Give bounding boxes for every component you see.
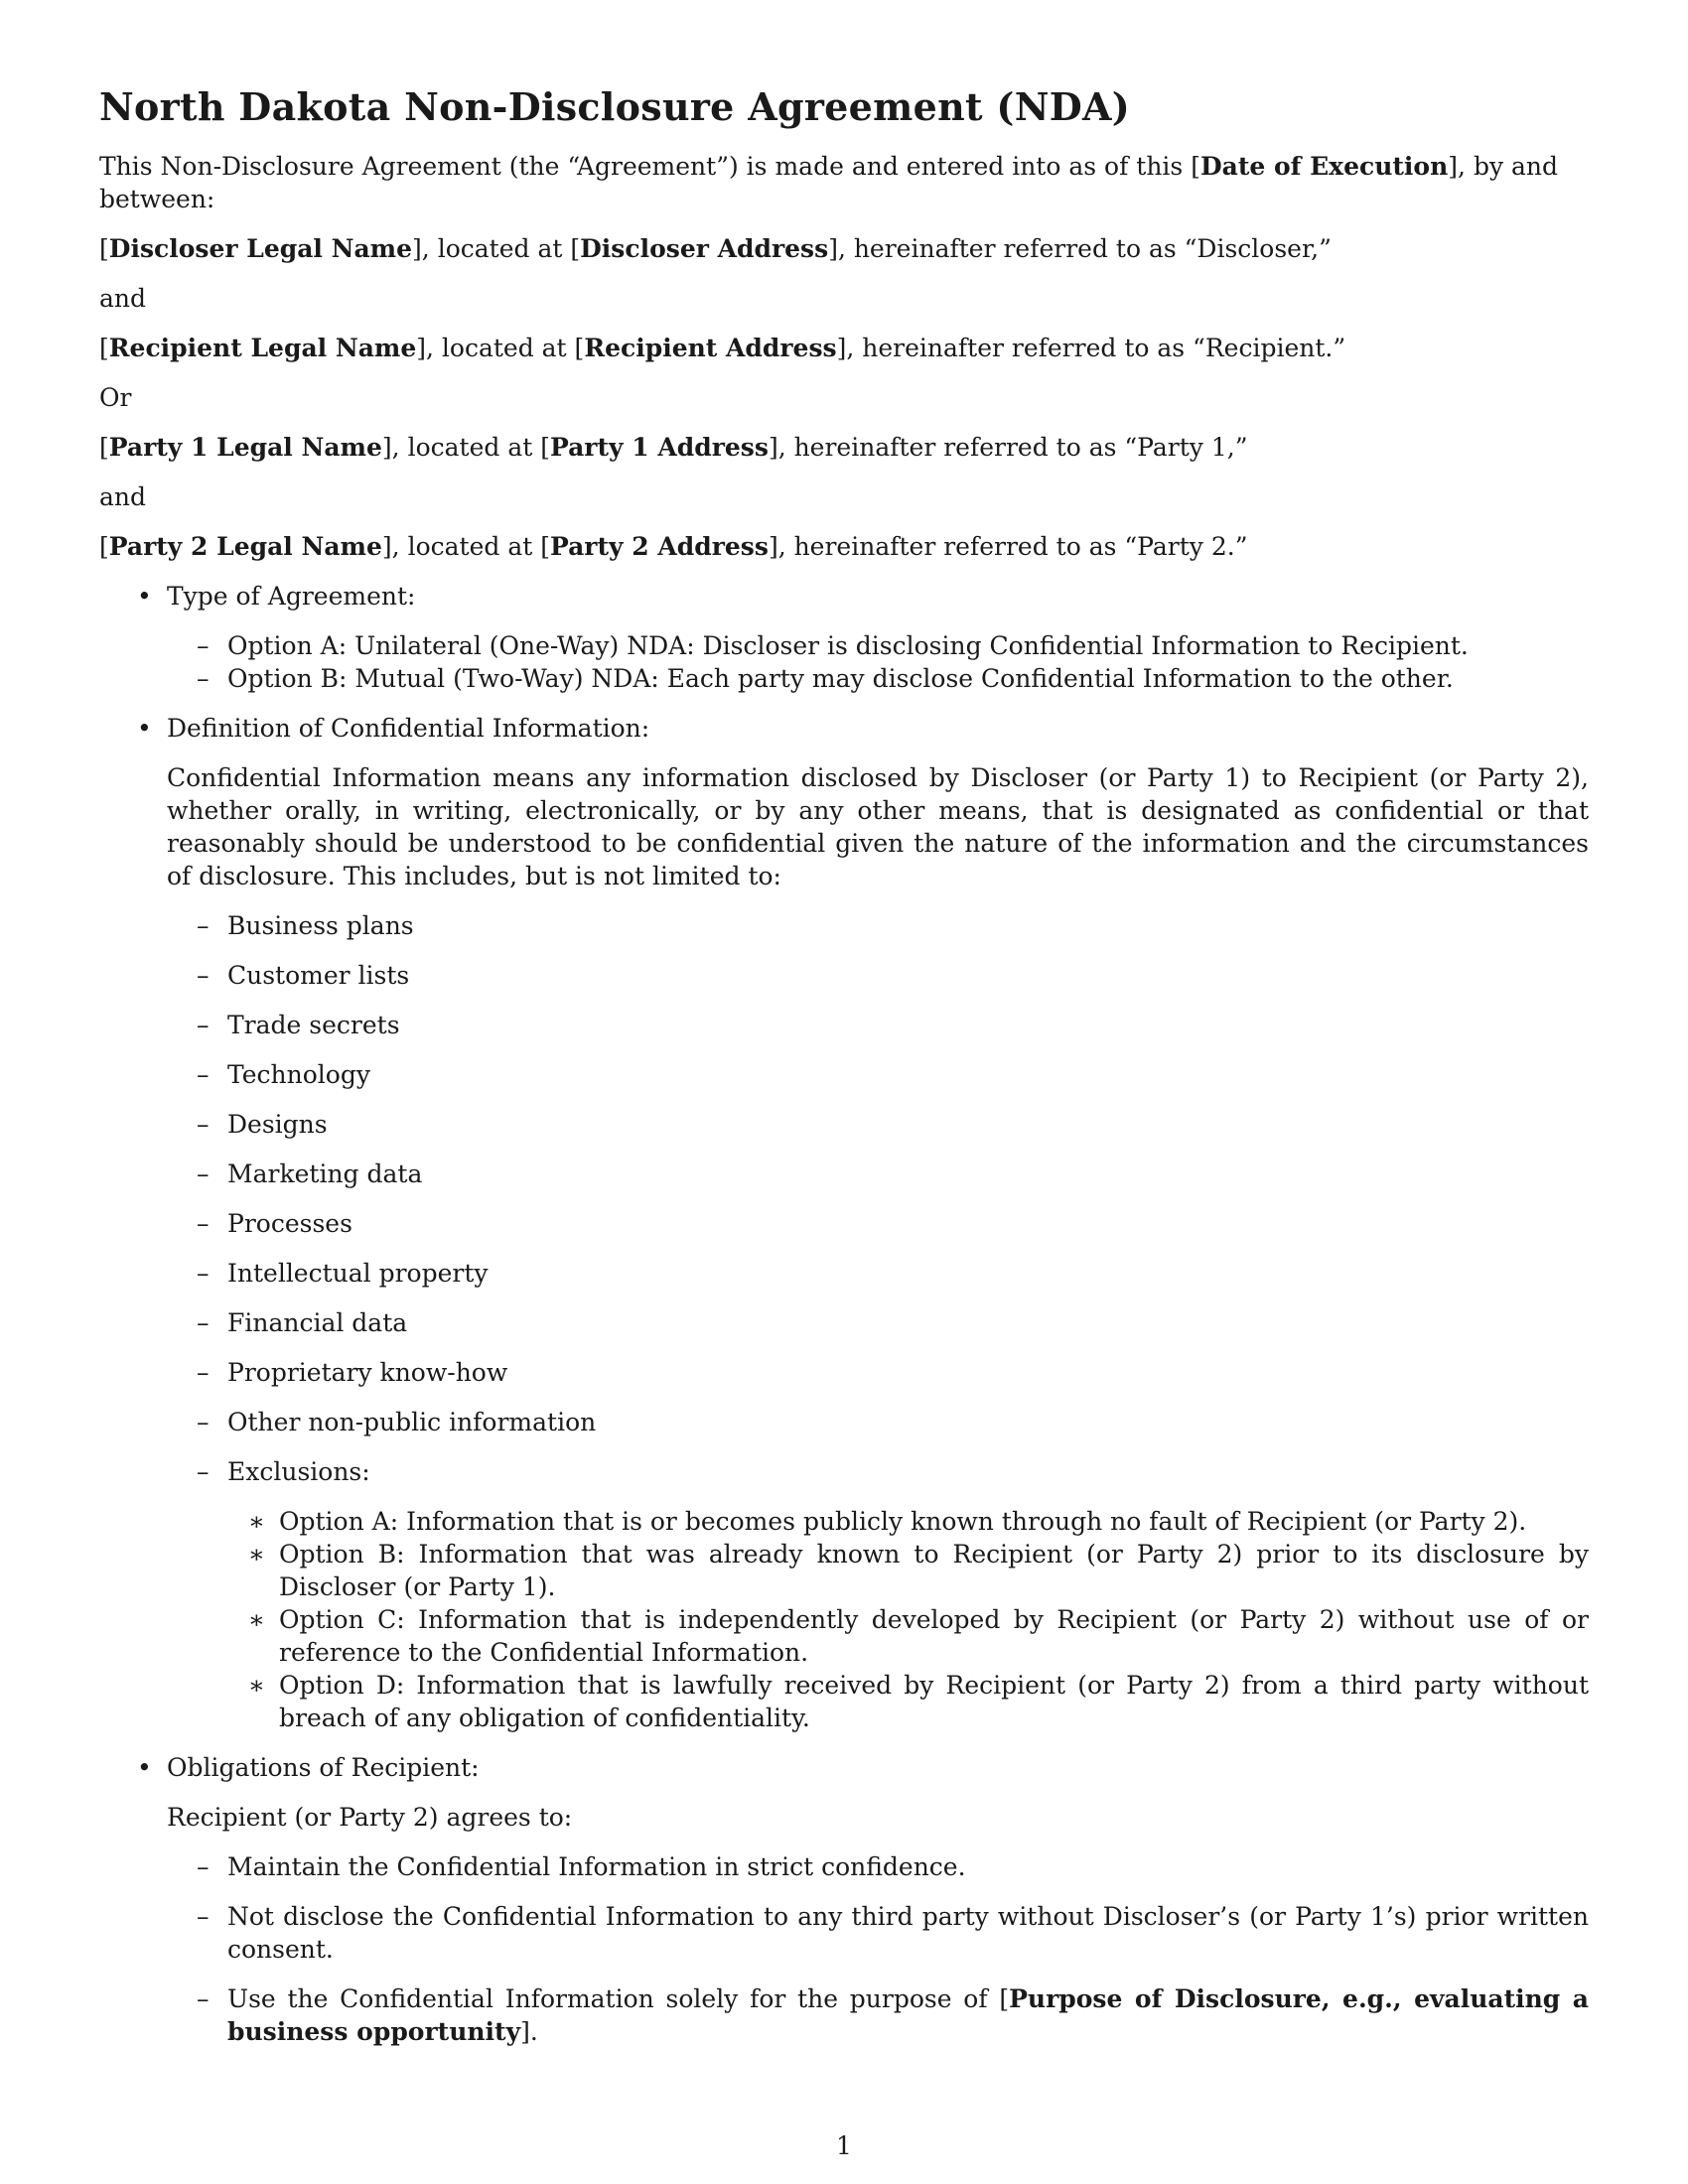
dash-marker: – (197, 1358, 210, 1387)
party1-name-placeholder: Party 1 Legal Name (108, 433, 382, 462)
list-item (197, 1009, 1589, 1041)
dash-marker: – (197, 664, 210, 693)
recipient-name-placeholder: Recipient Legal Name (108, 334, 417, 362)
party2-suffix: ], hereinafter referred to as “Party 2.” (768, 532, 1248, 561)
item-text: Financial data (227, 1308, 408, 1337)
asterisk-marker: ∗ (248, 1507, 265, 1536)
item-text: Designs (227, 1110, 328, 1139)
dash-marker: – (197, 1457, 210, 1486)
party2-address-placeholder: Party 2 Address (549, 532, 769, 561)
asterisk-marker: ∗ (248, 1605, 265, 1634)
exclusions-item (197, 1455, 1589, 1734)
dash-marker: – (197, 1408, 210, 1436)
dash-marker: – (197, 1160, 210, 1188)
exclusion-text: Option A: Information that is or becomes publicly known through no fault of Recipient (or Party 2). (279, 1507, 1527, 1536)
connector-and-1: and (99, 284, 147, 313)
dash-marker: – (197, 1259, 210, 1288)
item-text: Business plans (227, 911, 414, 940)
main-sections-list (99, 580, 1589, 2048)
list-item (197, 1900, 1589, 1966)
dash-marker: – (197, 631, 210, 660)
agreement-options-list (167, 629, 1589, 695)
discloser-name-placeholder: Discloser Legal Name (108, 234, 413, 263)
section-type-of-agreement (137, 580, 1589, 695)
list-item (197, 1158, 1589, 1190)
obligations-list (167, 1850, 1589, 2048)
obligation-text: Maintain the Confidential Information in strict confidence. (227, 1852, 966, 1881)
list-item (197, 1356, 1589, 1389)
purpose-prefix: Use the Confidential Information solely for the purpose of [ (227, 1984, 1010, 2013)
list-item (197, 1207, 1589, 1240)
list-item (197, 1306, 1589, 1339)
document-page (99, 84, 1589, 2065)
list-item (197, 1406, 1589, 1438)
date-of-execution-placeholder: Date of Execution (1199, 152, 1449, 181)
list-item (197, 959, 1589, 992)
intro-prefix: This Non-Disclosure Agreement (the “Agreement”) is made and entered into as of this [ (99, 152, 1200, 181)
option-unilateral: Option A: Unilateral (One-Way) NDA: Discloser is disclosing Confidential Information to Recipient. (227, 631, 1469, 660)
party-2 (99, 530, 1589, 563)
dash-marker: – (197, 1011, 210, 1039)
asterisk-marker: ∗ (248, 1671, 265, 1700)
list-item (248, 1669, 1589, 1734)
definition-paragraph: Confidential Information means any information disclosed by Discloser (or Party 1) to Recipient (or Party 2), whether orally, in writing, electronically, or by any other means, that is designated as confidential or that reasonably should be understood to be confidential given the nature of the information and the circumstances of disclosure. This includes, but is not limited to: (167, 763, 1589, 890)
item-text: Proprietary know-how (227, 1358, 508, 1387)
obligations-heading: Obligations of Recipient: (167, 1753, 480, 1782)
dash-marker: – (197, 1852, 210, 1881)
item-text: Processes (227, 1209, 352, 1238)
exclusion-text: Option B: Information that was already known to Recipient (or Party 2) prior to its disclosure by Discloser (or Party 1). (279, 1540, 1589, 1601)
item-text: Customer lists (227, 961, 410, 990)
bullet-marker: • (137, 1753, 152, 1782)
exclusion-text: Option C: Information that is independently developed by Recipient (or Party 2) without use of or reference to the Confidential Information. (279, 1605, 1589, 1667)
obligations-lead: Recipient (or Party 2) agrees to: (167, 1803, 573, 1832)
exclusions-heading: Exclusions: (227, 1457, 370, 1486)
located-at-text: ], located at [ (381, 532, 550, 561)
list-item (248, 1603, 1589, 1669)
item-text: Other non-public information (227, 1408, 597, 1436)
page-number: 1 (836, 2131, 852, 2160)
definition-heading: Definition of Confidential Information: (167, 714, 650, 743)
party-recipient (99, 332, 1589, 364)
dash-marker: – (197, 1308, 210, 1337)
located-at-text: ], located at [ (412, 234, 581, 263)
dash-marker: – (197, 911, 210, 940)
document-title: North Dakota Non-Disclosure Agreement (NDA) (99, 84, 1131, 129)
item-text: Marketing data (227, 1160, 423, 1188)
item-text: Trade secrets (227, 1011, 400, 1039)
list-item (197, 1850, 1589, 1883)
list-item (197, 1108, 1589, 1141)
open-bracket: [ (99, 234, 109, 263)
open-bracket: [ (99, 532, 109, 561)
intro-paragraph (99, 150, 1589, 215)
item-text: Intellectual property (227, 1259, 489, 1288)
connector-and-2: and (99, 482, 147, 511)
party-discloser (99, 232, 1589, 265)
option-mutual: Option B: Mutual (Two-Way) NDA: Each party may disclose Confidential Information to the other. (227, 664, 1454, 693)
list-item (248, 1538, 1589, 1603)
list-item (197, 1257, 1589, 1290)
confidential-items-list (167, 909, 1589, 1734)
asterisk-marker: ∗ (248, 1540, 265, 1569)
purpose-suffix: ]. (520, 2017, 538, 2046)
exclusions-list (227, 1505, 1589, 1734)
list-item (197, 1058, 1589, 1091)
party-1 (99, 431, 1589, 464)
bullet-marker: • (137, 714, 152, 743)
dash-marker: – (197, 1110, 210, 1139)
exclusion-text: Option D: Information that is lawfully received by Recipient (or Party 2) from a third party without breach of any obligation of confidentiality. (279, 1671, 1589, 1732)
list-item (197, 629, 1589, 662)
recipient-suffix: ], hereinafter referred to as “Recipient.” (836, 334, 1346, 362)
dash-marker: – (197, 961, 210, 990)
dash-marker: – (197, 1209, 210, 1238)
dash-marker: – (197, 1902, 210, 1931)
located-at-text: ], located at [ (381, 433, 550, 462)
section-definition (137, 712, 1589, 1734)
connector-or: Or (99, 383, 132, 412)
open-bracket: [ (99, 334, 109, 362)
located-at-text: ], located at [ (416, 334, 585, 362)
type-of-agreement-heading: Type of Agreement: (167, 582, 416, 611)
intro-suffix: ], by and between: (99, 152, 1559, 213)
dash-marker: – (197, 1984, 210, 2013)
recipient-address-placeholder: Recipient Address (584, 334, 837, 362)
discloser-address-placeholder: Discloser Address (580, 234, 829, 263)
discloser-suffix: ], hereinafter referred to as “Discloser,” (828, 234, 1332, 263)
dash-marker: – (197, 1060, 210, 1089)
list-item (197, 662, 1589, 695)
list-item (248, 1505, 1589, 1538)
bullet-marker: • (137, 582, 152, 611)
list-item (197, 909, 1589, 942)
party1-suffix: ], hereinafter referred to as “Party 1,” (768, 433, 1248, 462)
purpose-placeholder: Purpose of Disclosure, e.g., evaluating a business opportunity (227, 1984, 1589, 2046)
obligation-text: Not disclose the Confidential Information to any third party without Discloser’s (or Party 1’s) prior written consent. (227, 1902, 1589, 1964)
list-item (197, 1982, 1589, 2048)
party2-name-placeholder: Party 2 Legal Name (108, 532, 382, 561)
party1-address-placeholder: Party 1 Address (549, 433, 769, 462)
section-obligations (137, 1751, 1589, 2048)
open-bracket: [ (99, 433, 109, 462)
item-text: Technology (227, 1060, 370, 1089)
